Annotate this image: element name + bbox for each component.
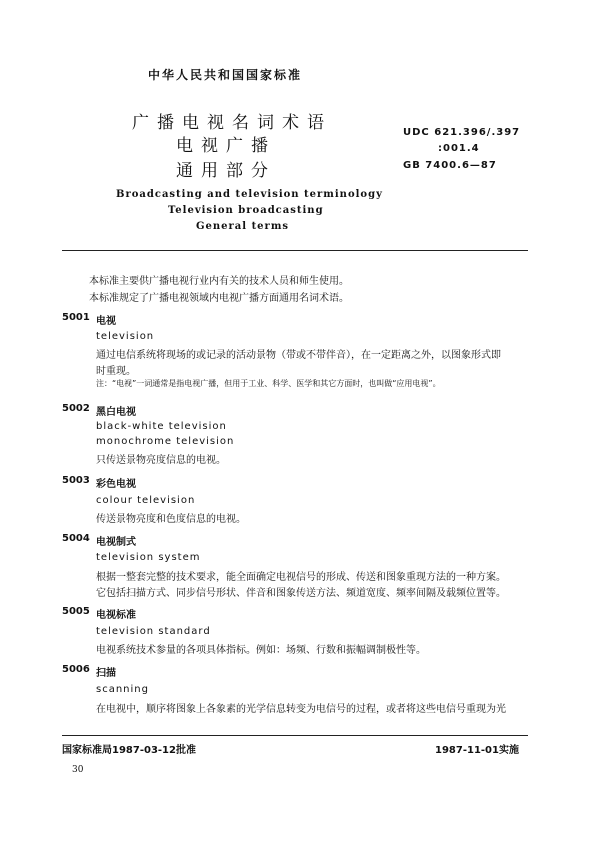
term-chinese: 电视制式: [96, 537, 136, 548]
term-number: 5004: [62, 533, 90, 544]
term-definition: 时重现。: [96, 366, 136, 377]
udc-code-line-2: :001.4: [438, 143, 480, 154]
term-english: monochrome television: [96, 436, 235, 447]
title-zh-line-1: 广播电视名词术语: [132, 113, 332, 133]
term-english: black-white television: [96, 421, 227, 432]
title-en-line-3: General terms: [196, 221, 290, 232]
effective-date: 1987-11-01实施: [435, 745, 519, 756]
term-definition: 它包括扫描方式、同步信号形状、伴音和图象传送方法、频道宽度、频率间隔及载频位置等。: [96, 588, 506, 599]
top-divider: [62, 250, 528, 251]
term-number: 5002: [62, 403, 90, 414]
term-definition: 传送景物亮度和色度信息的电视。: [96, 514, 246, 525]
term-number: 5005: [62, 606, 90, 617]
title-zh-line-2: 电视广播: [176, 136, 276, 156]
term-definition: 在电视中，顺序将图象上各象素的光学信息转变为电信号的过程，或者将这些电信号重现为光: [96, 704, 506, 715]
term-number: 5006: [62, 664, 90, 675]
gb-number: GB 7400.6—87: [403, 160, 497, 171]
udc-code-line-1: UDC 621.396/.397: [403, 127, 521, 138]
term-chinese: 扫描: [96, 668, 116, 679]
term-chinese: 彩色电视: [96, 479, 136, 490]
term-note: 注：“电视”一词通常是指电视广播，但用于工业、科学、医学和其它方面时，也叫做“应用电视”。: [96, 379, 441, 388]
term-definition: 电视系统技术参量的各项具体指标。例如：场频、行数和振幅调制极性等。: [96, 645, 426, 656]
term-number: 5003: [62, 475, 90, 486]
title-en-line-1: Broadcasting and television terminology: [116, 189, 383, 200]
intro-line-1: 本标准主要供广播电视行业内有关的技术人员和师生使用。: [89, 276, 349, 287]
intro-line-2: 本标准规定了广播电视领域内电视广播方面通用名词术语。: [89, 293, 349, 304]
term-english: scanning: [96, 684, 149, 695]
bottom-divider: [62, 735, 528, 736]
term-english: television standard: [96, 626, 211, 637]
term-chinese: 电视标准: [96, 610, 136, 621]
term-english: television system: [96, 552, 201, 563]
title-zh-line-3: 通用部分: [176, 161, 276, 181]
approval-date: 国家标准局1987-03-12批准: [62, 745, 196, 756]
term-definition: 根据一整套完整的技术要求，能全面确定电视信号的形成、传送和图象重现方法的一种方案。: [96, 572, 506, 583]
term-chinese: 黑白电视: [96, 407, 136, 418]
term-chinese: 电视: [96, 316, 116, 327]
term-definition: 只传送景物亮度信息的电视。: [96, 455, 226, 466]
term-english: television: [96, 331, 155, 342]
page-number: 30: [72, 765, 84, 775]
term-english: colour television: [96, 495, 196, 506]
term-number: 5001: [62, 312, 90, 323]
standard-type-heading: 中华人民共和国国家标准: [148, 68, 303, 82]
term-definition: 通过电信系统将现场的或记录的活动景物（带或不带伴音），在一定距离之外，以图象形式即: [96, 350, 501, 361]
title-en-line-2: Television broadcasting: [168, 205, 324, 216]
